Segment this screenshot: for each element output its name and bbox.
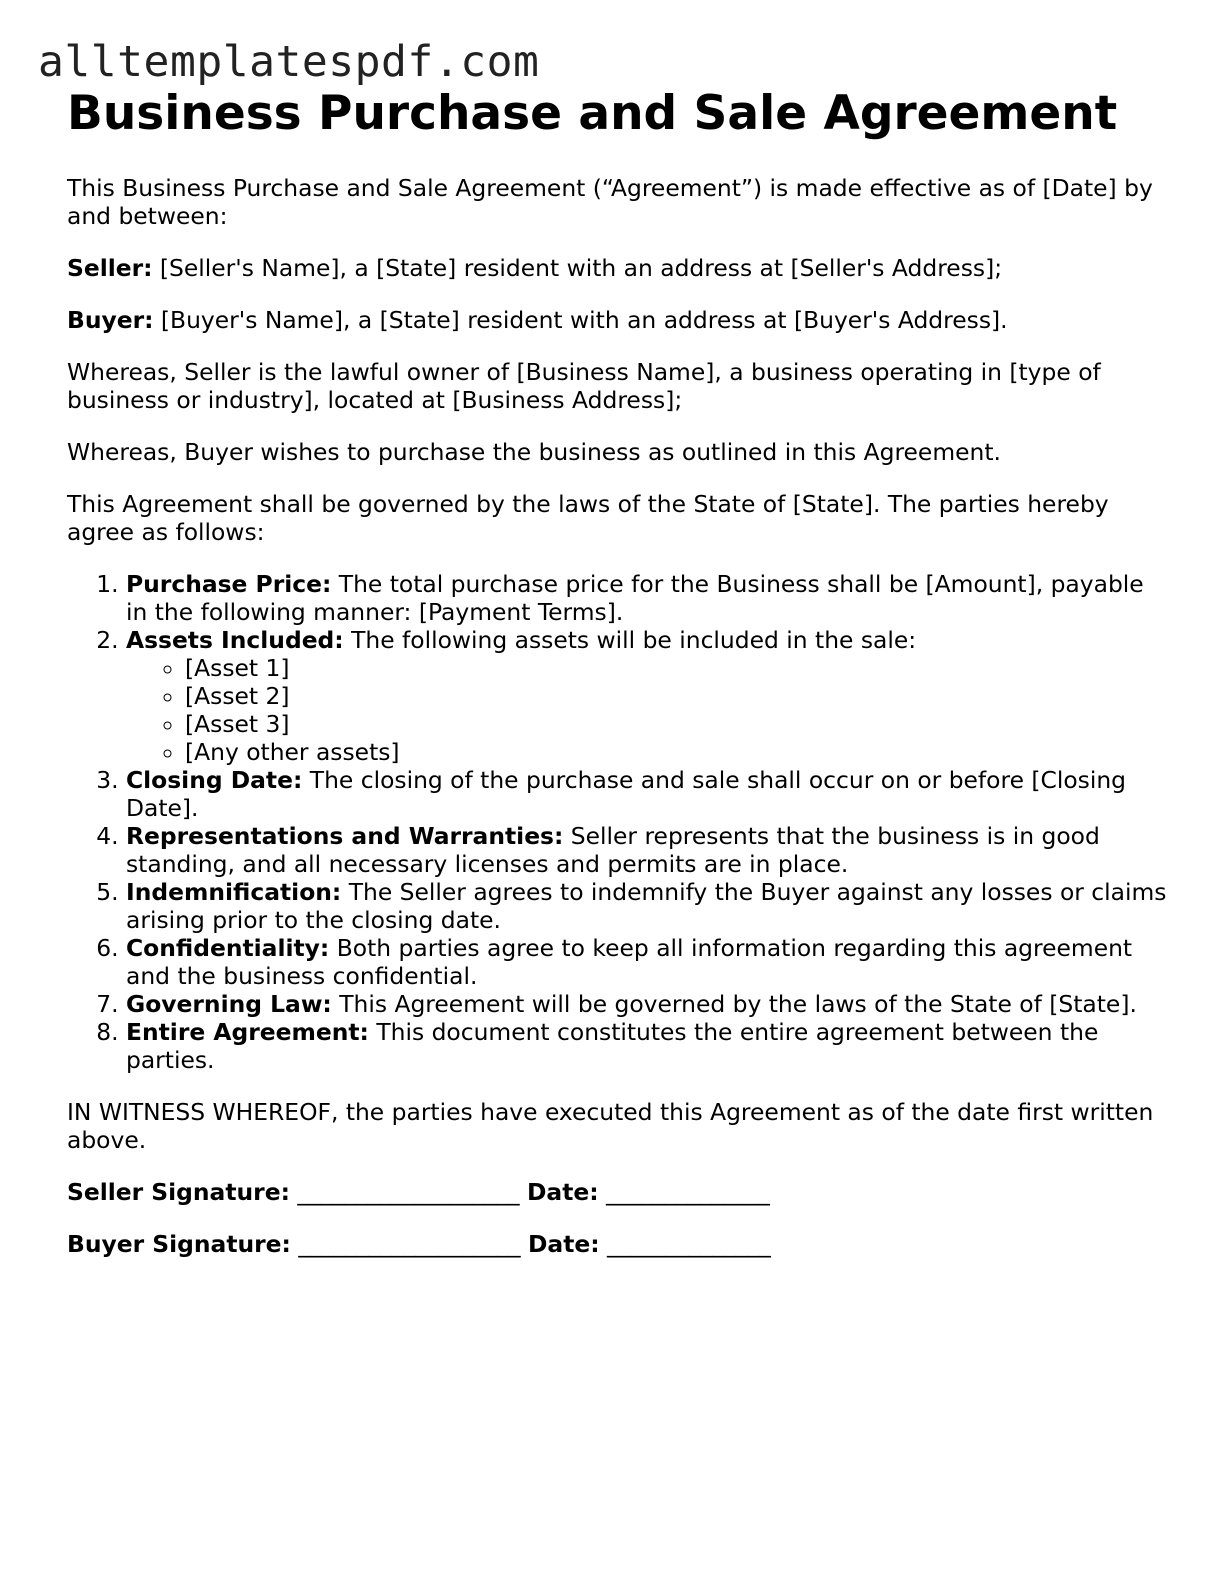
buyer-label: Buyer: bbox=[67, 306, 154, 334]
watermark-text: alltemplatespdf.com bbox=[38, 37, 540, 87]
term-text: This document constitutes the entire agreement between the parties. bbox=[126, 1018, 1099, 1074]
seller-paragraph bbox=[67, 254, 1167, 282]
term-label: Representations and Warranties: bbox=[126, 822, 564, 850]
term-label: Entire Agreement: bbox=[126, 1018, 369, 1046]
intro-paragraph: This Business Purchase and Sale Agreement (“Agreement”) is made effective as of [Date] by and between: bbox=[67, 174, 1153, 230]
term-label: Indemnification: bbox=[126, 878, 342, 906]
term-text: The closing of the purchase and sale shall occur on or before [Closing Date]. bbox=[126, 766, 1127, 822]
seller-details: [Seller's Name], a [State] resident with an address at [Seller's Address]; bbox=[152, 254, 1003, 282]
seller-signature-line bbox=[67, 1178, 1167, 1206]
term-label: Purchase Price: bbox=[126, 570, 332, 598]
term-closing-date bbox=[126, 766, 1167, 822]
term-indemnification bbox=[126, 878, 1167, 934]
buyer-date-label: Date: bbox=[528, 1230, 600, 1258]
asset-item: ◦ [Asset 3] bbox=[185, 710, 1167, 738]
term-representations bbox=[126, 822, 1167, 878]
term-purchase-price bbox=[126, 570, 1167, 626]
term-label: Confidentiality: bbox=[126, 934, 330, 962]
asset-item: ◦ [Asset 1] bbox=[185, 654, 1167, 682]
whereas-owner-paragraph: Whereas, Seller is the lawful owner of [Business Name], a business operating in [type of business or industry], located at [Business Address]; bbox=[67, 358, 1101, 414]
witness-paragraph: IN WITNESS WHEREOF, the parties have executed this Agreement as of the date first written above. bbox=[67, 1098, 1154, 1154]
term-text: This Agreement will be governed by the laws of the State of [State]. bbox=[331, 990, 1137, 1018]
term-text: The following assets will be included in the sale: bbox=[343, 626, 917, 654]
term-label: Assets Included: bbox=[126, 626, 344, 654]
seller-signature-blank[interactable]: ___________________ bbox=[289, 1178, 528, 1206]
term-assets-included bbox=[126, 626, 1167, 766]
seller-date-blank[interactable]: ______________ bbox=[598, 1178, 770, 1206]
buyer-date-blank[interactable]: ______________ bbox=[599, 1230, 771, 1258]
term-confidentiality bbox=[126, 934, 1167, 990]
term-text: Both parties agree to keep all information regarding this agreement and the business confidential. bbox=[126, 934, 1133, 990]
whereas-buyer-paragraph: Whereas, Buyer wishes to purchase the business as outlined in this Agreement. bbox=[67, 438, 1001, 466]
term-label: Closing Date: bbox=[126, 766, 303, 794]
assets-list bbox=[126, 654, 1167, 766]
term-governing-law bbox=[126, 990, 1167, 1018]
terms-list bbox=[67, 570, 1167, 1074]
buyer-signature-label: Buyer Signature: bbox=[67, 1230, 291, 1258]
term-label: Governing Law: bbox=[126, 990, 332, 1018]
seller-date-label: Date: bbox=[527, 1178, 599, 1206]
term-entire-agreement bbox=[126, 1018, 1167, 1074]
asset-item: ◦ [Asset 2] bbox=[185, 682, 1167, 710]
term-text: Seller represents that the business is in good standing, and all necessary licenses and permits are in place. bbox=[126, 822, 1100, 878]
document-title: Business Purchase and Sale Agreement bbox=[67, 86, 1118, 141]
seller-label: Seller: bbox=[67, 254, 153, 282]
buyer-details: [Buyer's Name], a [State] resident with an address at [Buyer's Address]. bbox=[153, 306, 1008, 334]
seller-signature-label: Seller Signature: bbox=[67, 1178, 290, 1206]
agreement-document bbox=[67, 84, 1167, 1282]
buyer-signature-blank[interactable]: ___________________ bbox=[290, 1230, 528, 1258]
buyer-paragraph bbox=[67, 306, 1167, 334]
term-text: The total purchase price for the Business shall be [Amount], payable in the following manner: [Payment Terms]. bbox=[126, 570, 1144, 626]
asset-item: ◦ [Any other assets] bbox=[185, 738, 1167, 766]
buyer-signature-line bbox=[67, 1230, 1167, 1258]
term-text: The Seller agrees to indemnify the Buyer against any losses or claims arising prior to the closing date. bbox=[126, 878, 1167, 934]
governing-intro-paragraph: This Agreement shall be governed by the laws of the State of [State]. The parties hereby agree as follows: bbox=[67, 490, 1109, 546]
